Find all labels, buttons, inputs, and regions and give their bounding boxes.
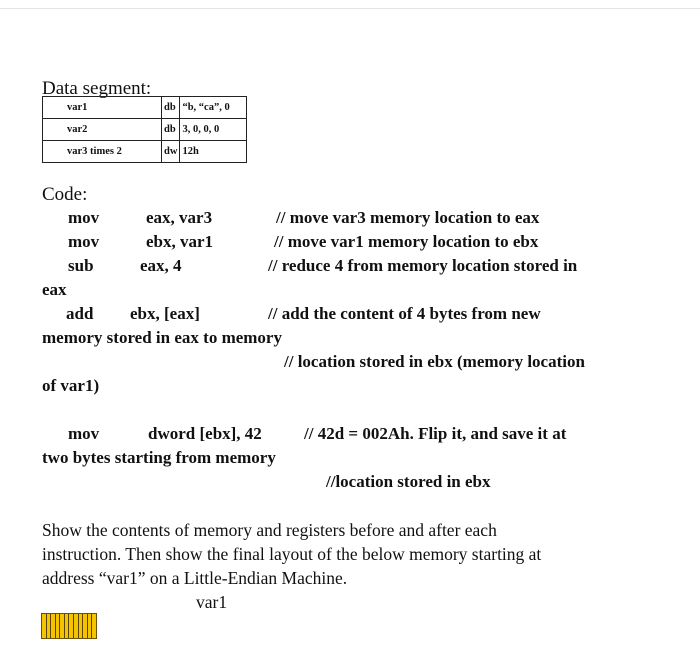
data-segment-heading: Data segment: bbox=[42, 78, 152, 99]
top-divider bbox=[0, 8, 700, 9]
var-type: db bbox=[162, 119, 180, 141]
code-args: ebx, var1 bbox=[146, 232, 214, 251]
code-op: sub bbox=[68, 256, 94, 275]
question-text: instruction. Then show the final layout of the below memory starting at bbox=[42, 544, 542, 564]
var-name: var1 bbox=[43, 97, 162, 119]
memory-label: var1 bbox=[196, 592, 228, 612]
code-wrap: of var1) bbox=[42, 376, 100, 395]
code-args: dword [ebx], 42 bbox=[148, 424, 262, 443]
var-name: var3 times 2 bbox=[43, 141, 162, 163]
code-op: mov bbox=[68, 424, 100, 443]
var-type: dw bbox=[162, 141, 180, 163]
var-name: var2 bbox=[43, 119, 162, 141]
table-row bbox=[43, 141, 247, 163]
memory-cell bbox=[92, 614, 96, 638]
memory-cells bbox=[41, 613, 97, 639]
table-row bbox=[43, 119, 247, 141]
code-wrap: two bytes starting from memory bbox=[42, 448, 276, 467]
var-value: 3, 0, 0, 0 bbox=[180, 119, 247, 141]
code-op: add bbox=[66, 304, 94, 323]
var-value: “b, “ca”, 0 bbox=[180, 97, 247, 119]
question-text: Show the contents of memory and registers before and after each bbox=[42, 520, 497, 540]
code-comment-cont: // location stored in ebx (memory location bbox=[284, 352, 585, 371]
code-op: mov bbox=[68, 232, 100, 251]
code-heading: Code: bbox=[42, 184, 88, 205]
code-comment: // add the content of 4 bytes from new bbox=[268, 304, 541, 323]
question-text: address “var1” on a Little-Endian Machine. bbox=[42, 568, 348, 588]
code-comment: // 42d = 002Ah. Flip it, and save it at bbox=[304, 424, 567, 443]
code-comment: // move var1 memory location to ebx bbox=[274, 232, 539, 251]
data-segment-table bbox=[42, 96, 247, 163]
code-wrap: eax bbox=[42, 280, 67, 299]
var-type: db bbox=[162, 97, 180, 119]
code-comment-cont: //location stored in ebx bbox=[326, 472, 491, 491]
code-comment: // reduce 4 from memory location stored in bbox=[268, 256, 578, 275]
var-value: 12h bbox=[180, 141, 247, 163]
code-args: eax, var3 bbox=[146, 208, 213, 227]
code-args: eax, 4 bbox=[140, 256, 182, 275]
code-op: mov bbox=[68, 208, 100, 227]
code-wrap: memory stored in eax to memory bbox=[42, 328, 282, 347]
code-comment: // move var3 memory location to eax bbox=[276, 208, 540, 227]
table-row bbox=[43, 97, 247, 119]
code-args: ebx, [eax] bbox=[130, 304, 200, 323]
